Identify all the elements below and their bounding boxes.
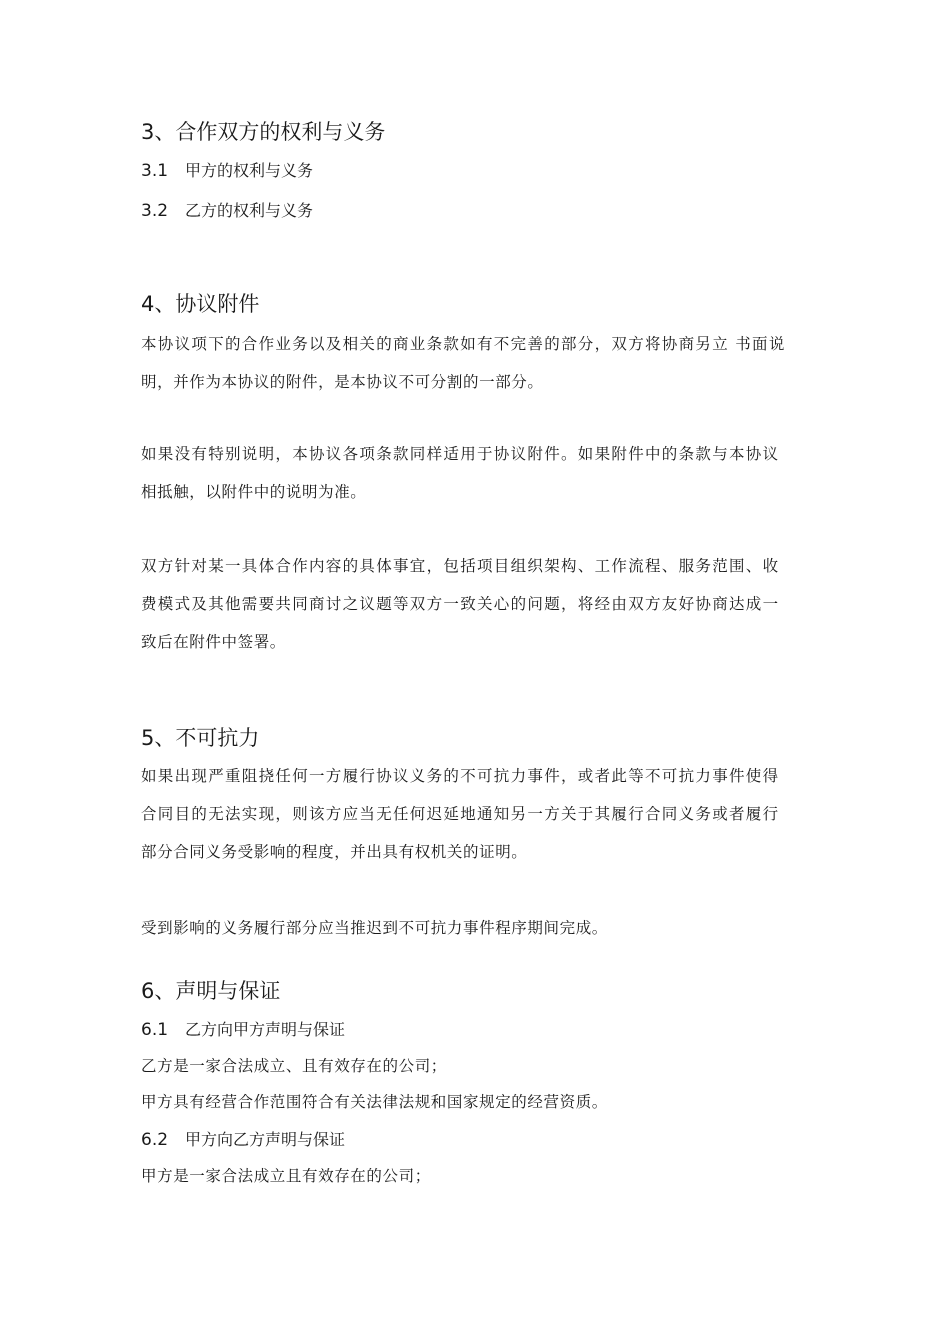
item-number: 3.2 (141, 201, 169, 221)
paragraph-line: 相抵触，以附件中的说明为准。 (141, 483, 367, 501)
section-6-1 (141, 1017, 345, 1040)
paragraph-line: 费模式及其他需要共同商讨之议题等双方一致关心的问题，将经由双方友好协商达成一 (141, 595, 780, 613)
paragraph-line: 部分合同义务受影响的程度，并出具有权机关的证明。 (141, 843, 528, 861)
paragraph-line: 如果出现严重阻挠任何一方履行协议义务的不可抗力事件，或者此等不可抗力事件使得 (141, 767, 780, 785)
section-4-heading: 4、协议附件 (141, 292, 260, 316)
item-number: 6.2 (141, 1130, 169, 1150)
paragraph-line: 受到影响的义务履行部分应当推迟到不可抗力事件程序期间完成。 (141, 919, 608, 937)
paragraph-line: 双方针对某一具体合作内容的具体事宜，包括项目组织架构、工作流程、服务范围、收 (141, 557, 780, 575)
paragraph-line: 如果没有特别说明，本协议各项条款同样适用于协议附件。如果附件中的条款与本协议 (141, 445, 780, 463)
section-5-heading: 5、不可抗力 (141, 726, 260, 750)
paragraph-line: 明，并作为本协议的附件，是本协议不可分割的一部分。 (141, 373, 544, 391)
paragraph-line: 致后在附件中签署。 (141, 633, 286, 651)
paragraph-line: 乙方是一家合法成立、且有效存在的公司； (141, 1057, 447, 1075)
section-3-1 (141, 158, 313, 181)
section-3-2 (141, 198, 313, 221)
item-number: 3.1 (141, 161, 169, 181)
item-number: 6.1 (141, 1020, 169, 1040)
paragraph-line: 本协议项下的合作业务以及相关的商业条款如有不完善的部分，双方将协商另立 书面说 (141, 335, 786, 353)
item-text: 甲方向乙方声明与保证 (185, 1130, 346, 1149)
paragraph-line: 甲方具有经营合作范围符合有关法律法规和国家规定的经营资质。 (141, 1093, 608, 1111)
item-text: 甲方的权利与义务 (185, 161, 314, 180)
paragraph-line: 合同目的无法实现，则该方应当无任何迟延地通知另一方关于其履行合同义务或者履行 (141, 805, 780, 823)
item-text: 乙方的权利与义务 (185, 201, 314, 220)
section-3-heading: 3、合作双方的权利与义务 (141, 120, 386, 144)
item-text: 乙方向甲方声明与保证 (185, 1020, 346, 1039)
paragraph-line: 甲方是一家合法成立且有效存在的公司； (141, 1167, 431, 1185)
section-6-heading: 6、声明与保证 (141, 979, 281, 1003)
section-6-2 (141, 1127, 345, 1150)
